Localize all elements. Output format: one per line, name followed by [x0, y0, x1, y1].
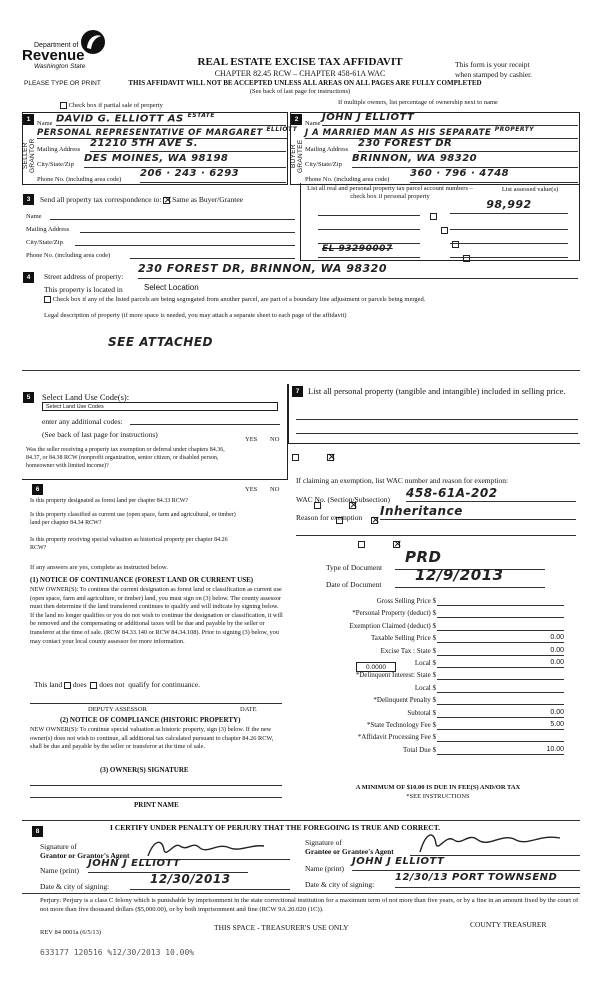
grantor-sig-label-2: Grantor or Grantor's Agent — [40, 851, 130, 860]
wac-label: WAC No. (Section/Subsection) — [296, 495, 390, 504]
assessed-header: List assessed value(s) — [501, 186, 559, 193]
notice1-body: NEW OWNER(S): To continue the current designation as forest land or classification as current use (open space, farm and agriculture, or timber) land, you must sign on (3) below. The county assessor must then determine if the land transferred continues to qualify and will indicate by signing below. If the land no longer qualifies or you do not wish to continue the designation or classification, it will be removed and the compensating or additional taxes will be due and payable by the seller or transferor at the time of sale. (RCW 84.33.140 or RCW 84.34.108). Prior to signing (3) below, you may contact your local county assessor for more information. — [30, 586, 283, 645]
buyer-name-1[interactable]: JOHN J ELLIOTT — [322, 112, 578, 126]
grantee-signature[interactable] — [410, 826, 580, 856]
s5-no: NO — [270, 436, 280, 443]
dept-revenue: Revenue — [22, 47, 85, 64]
tax-row-label: *Affidavit Processing Fee $ — [357, 733, 436, 742]
segregated-row: Check box if any of the listed parcels are being segregated from another parcel, are part of a boundary line adjustment or parcels being merged. — [44, 296, 425, 303]
seller-phone-label: Phone No. (including area code) — [37, 176, 122, 183]
additional-codes-label: enter any additional codes: — [42, 417, 123, 426]
continuance-row: This land does does not qualify for continuance. — [34, 680, 201, 689]
additional-codes-field[interactable] — [130, 416, 280, 425]
section-4-badge: 4 — [23, 272, 34, 283]
county-treasurer: COUNTY TREASURER — [470, 920, 547, 929]
receipt-note-1: This form is your receipt — [455, 60, 530, 69]
grantee-signature-icon — [410, 826, 580, 856]
grantee-name-label: Name (print) — [305, 864, 344, 873]
deputy-date-label: DATE — [240, 706, 257, 713]
seller-city-label: City/State/Zip — [37, 161, 74, 168]
send-correspondence: Send all property tax correspondence to: × Same as Buyer/Grantee — [40, 195, 243, 204]
s3-phone-label: Phone No. (including area code) — [26, 252, 111, 259]
buyer-name-label: Name — [305, 120, 321, 127]
tax-row-value[interactable]: 0.00 — [437, 646, 564, 656]
assessed-value-4[interactable] — [450, 248, 568, 258]
located-select[interactable]: Select Location — [144, 283, 199, 292]
s6-q3-yes-checkbox[interactable] — [358, 541, 365, 548]
grantor-date-label: Date & city of signing: — [40, 882, 110, 891]
buyer-mailing-label: Mailing Address — [305, 146, 349, 153]
s5-yes-checkbox[interactable] — [292, 454, 299, 461]
tax-row-label: Local $ — [414, 683, 436, 692]
s6-yes: YES — [245, 486, 258, 493]
perjury-note: Perjury: Perjury is a class C felony which is punishable by imprisonment in the state correctional institution for a maximum term of not more than five years, or by a fine in an amount fixed by the court of not more than five thousand dollars ($5,000.00), or by both imprisonment and fine (RCW 9A.20.020 (1C)). — [40, 897, 579, 913]
dept-state: Washington State — [34, 63, 86, 70]
does-not-checkbox[interactable] — [90, 682, 97, 689]
s5-yes: YES — [245, 436, 258, 443]
partial-sale-checkbox[interactable] — [60, 102, 67, 109]
tax-row-value[interactable] — [437, 695, 564, 705]
personal-property-line-2[interactable] — [296, 424, 578, 434]
tax-row-label: Subtotal $ — [407, 708, 436, 717]
located-label: This property is located in — [44, 285, 123, 294]
s3-city-field[interactable] — [75, 236, 295, 246]
assessed-value-3[interactable] — [450, 234, 568, 244]
grantee-sig-label-1: Signature of — [305, 838, 342, 847]
assessed-value-2[interactable] — [450, 220, 568, 230]
section-6-badge: 6 — [32, 484, 43, 495]
legal-line — [22, 370, 580, 371]
tax-row-label: Exemption Claimed (deduct) $ — [349, 621, 436, 630]
street-label: Street address of property: — [44, 272, 124, 281]
deputy-sig-line[interactable] — [30, 696, 282, 704]
s3-phone-field[interactable] — [130, 249, 295, 259]
same-as-buyer-checkbox[interactable] — [163, 197, 170, 204]
seller-mailing-label: Mailing Address — [37, 146, 81, 153]
tax-row-value[interactable]: 10.00 — [437, 745, 564, 755]
tax-row-label: *Delinquent Penalty $ — [373, 696, 436, 705]
treasurer-use: THIS SPACE - TREASURER'S USE ONLY — [214, 923, 349, 932]
parcel-number: EL 93290007 — [322, 244, 393, 254]
section-7-badge: 7 — [292, 386, 303, 397]
s6-q2-no-checkbox[interactable] — [371, 517, 378, 524]
tax-row-value[interactable] — [437, 683, 564, 693]
rev-number: REV 84 0001a (6/5/13) — [40, 929, 102, 936]
tax-row-label: *Personal Property (deduct) $ — [352, 609, 436, 618]
partial-sale[interactable]: Check box if partial sale of property — [60, 102, 163, 109]
tax-row-value[interactable] — [437, 608, 564, 618]
s6-q2: Is this property classified as current use (open space, farm and agricultural, or timber) land per chapter 84.34 RCW? — [30, 512, 236, 526]
personal-property-label: List all personal property (tangible and intangible) included in selling price. — [308, 386, 566, 396]
wac-value[interactable]: 458-61A-202 — [406, 486, 576, 502]
section-8-badge: 8 — [32, 826, 43, 837]
reason-label: Reason for exemption — [296, 513, 363, 522]
tax-row-label: Taxable Selling Price $ — [370, 634, 436, 643]
deputy-label: DEPUTY ASSESSOR — [88, 706, 147, 713]
tax-row-label: Excise Tax : State $ — [380, 646, 436, 655]
section-5-badge: 5 — [23, 392, 34, 403]
section-3-badge: 3 — [23, 194, 34, 205]
grantor-signature[interactable] — [140, 836, 290, 860]
seller-name-label: Name — [37, 120, 53, 127]
tax-row-label: Local $ — [414, 659, 436, 667]
footer-rule — [22, 893, 580, 894]
notice1-title: (1) NOTICE OF CONTINUANCE (FOREST LAND OR CURRENT USE) — [30, 576, 254, 584]
s6-q3: Is this property receiving special valuation as historical property per chapter 84.26 RCW? — [30, 537, 228, 551]
owner-sig-line-1[interactable] — [30, 776, 282, 786]
seller-phone[interactable]: 206 · 243 · 6293 — [140, 168, 286, 183]
cashier-stamp: 633177 120516 %12/30/2013 10.00% — [40, 948, 195, 957]
tax-row-label: *Delinquent Interest: State $ — [355, 671, 436, 680]
land-use-label: Select Land Use Code(s): — [42, 392, 130, 402]
tax-row-value[interactable]: 0.00 — [437, 633, 564, 643]
legal-label: Legal description of property (if more space is needed, you may attach a separate sheet to each page of the affidavit) — [44, 312, 347, 319]
grantee-date[interactable]: 12/30/13 PORT TOWNSEND — [395, 872, 580, 888]
notice2-title: (2) NOTICE OF COMPLIANCE (HISTORIC PROPERTY) — [60, 716, 241, 724]
seller-name-2[interactable]: PERSONAL REPRESENTATIVE OF MARGARET $^{ELLIOTT}$ — [37, 126, 298, 138]
reason-value[interactable]: Inheritance — [380, 504, 576, 520]
s3-mailing-field[interactable] — [80, 223, 295, 233]
print-name-label: PRINT NAME — [134, 801, 179, 809]
parcel-2-checkbox[interactable] — [441, 227, 448, 234]
type-doc-label: Type of Document — [326, 563, 383, 572]
certify-text: I CERTIFY UNDER PENALTY OF PERJURY THAT THE FOREGOING IS TRUE AND CORRECT. — [110, 823, 441, 832]
form-see-back: (See back of last page for instructions) — [249, 88, 351, 95]
owner-sig-label: (3) OWNER(S) SIGNATURE — [100, 766, 189, 774]
please-type: PLEASE TYPE OR PRINT — [24, 80, 101, 87]
buyer-side-label: BUYER GRANTEE — [290, 139, 304, 173]
assessed-value-1[interactable]: 98,992 — [450, 198, 568, 214]
dept-of: Department of — [34, 42, 79, 49]
parcel-line-1[interactable] — [318, 206, 420, 216]
tax-row-value[interactable] — [437, 670, 564, 680]
seller-city[interactable]: DES MOINES, WA 98198 — [84, 153, 286, 168]
tax-row-value[interactable]: 0.00 — [437, 658, 564, 668]
s6-q1: Is this property designated as forest land per chapter 84.33 RCW? — [30, 498, 189, 504]
grantor-name[interactable]: JOHN J ELLIOTT — [88, 858, 248, 873]
tax-row-label: *State Technology Fee $ — [366, 721, 436, 729]
grantor-name-label: Name (print) — [40, 866, 79, 875]
seller-mailing[interactable]: 21210 5TH AVE S. — [90, 138, 286, 152]
buyer-phone[interactable]: 360 · 796 · 4748 — [410, 168, 578, 183]
notice2-body: NEW OWNER(S): To continue special valuation as historic property, sign (3) below. If the new owner(s) does not wish to continue, all additional tax calculated pursuant to chapter 84.26 RCW, shall be due and payable by the seller or transferor at the time of sale. — [30, 726, 274, 751]
seller-side-label: SELLER GRANTOR — [22, 138, 36, 174]
grantee-sig-label-2: Grantee or Grantee's Agent — [305, 847, 394, 856]
date-doc-label: Date of Document — [326, 580, 382, 589]
section-1-badge: 1 — [23, 114, 34, 125]
buyer-mailing[interactable]: 230 FOREST DR — [358, 138, 578, 152]
s3-mailing-label: Mailing Address — [26, 226, 70, 233]
grantee-date-label: Date & city of signing: — [305, 880, 375, 889]
dor-logo — [22, 28, 112, 72]
s5-no-checkbox[interactable] — [327, 454, 334, 461]
s5-see-back: (See back of last page for instructions) — [42, 430, 158, 439]
reason-line-2[interactable] — [296, 526, 576, 536]
tax-row-label: Total Due $ — [403, 745, 436, 754]
exemption-label: If claiming an exemption, list WAC number and reason for exemption: — [296, 476, 509, 485]
form-title: REAL ESTATE EXCISE TAX AFFIDAVIT — [197, 56, 403, 68]
tax-row-value[interactable]: 0.00 — [437, 708, 564, 718]
section-2-badge: 2 — [291, 114, 302, 125]
grantee-name[interactable]: JOHN J ELLIOTT — [352, 856, 580, 871]
seller-name-1[interactable]: DAVID G. ELLIOTT AS $^{ESTATE}$ — [56, 112, 286, 126]
legal-description[interactable]: SEE ATTACHED — [108, 335, 213, 349]
parcel-header: List all real and personal property tax parcel account numbers – check box if personal property — [307, 185, 473, 200]
tax-row-value[interactable] — [437, 596, 564, 606]
tax-row-value[interactable]: 5.00 — [437, 720, 564, 730]
s6-q3-no-checkbox[interactable] — [393, 541, 400, 548]
does-checkbox[interactable] — [64, 682, 71, 689]
buyer-name-2[interactable]: J A MARRIED MAN AS HIS SEPARATE $^{PROPERTY}$ — [305, 126, 578, 139]
form-chapter: CHAPTER 82.45 RCW – CHAPTER 458-61A WAC — [214, 69, 386, 78]
tax-row-value[interactable] — [437, 732, 564, 742]
receipt-note-2: when stamped by cashier. — [455, 70, 533, 79]
type-doc-value[interactable]: PRD — [395, 548, 545, 570]
form-warning: THIS AFFIDAVIT WILL NOT BE ACCEPTED UNLESS ALL AREAS ON ALL PAGES ARE FULLY COMPLETED — [128, 79, 482, 87]
land-use-select[interactable]: Select Land Use Codes — [42, 402, 278, 411]
s3-name-label: Name — [26, 213, 42, 220]
tax-row-label: Gross Selling Price $ — [376, 597, 436, 605]
s5-question: Was the seller receiving a property tax exemption or deferral under chapters 84.36, 84.37, or 84.38 RCW (nonprofit organization, senior citizen, or disabled person, homeowner with limited income)? — [26, 447, 225, 469]
s3-name-field[interactable] — [50, 210, 295, 220]
see-instr-note: *SEE INSTRUCTIONS — [406, 793, 470, 800]
buyer-city-label: City/State/Zip — [305, 161, 342, 168]
minimum-note: A MINIMUM OF $10.00 IS DUE IN FEE(S) AND/OR TAX — [355, 784, 521, 791]
s6-no: NO — [270, 486, 280, 493]
grantor-date[interactable]: 12/30/2013 — [130, 872, 290, 890]
tax-row-value[interactable] — [437, 621, 564, 631]
parcel-line-2[interactable] — [318, 220, 420, 230]
owner-sig-line-2[interactable] — [30, 788, 282, 798]
date-doc-value[interactable]: 12/9/2013 — [395, 566, 545, 588]
personal-property-line-1[interactable] — [296, 410, 578, 420]
grantor-signature-icon — [140, 836, 290, 860]
buyer-city[interactable]: BRINNON, WA 98320 — [352, 153, 578, 168]
segregated-checkbox[interactable] — [44, 296, 51, 303]
s8-top-rule — [22, 820, 580, 821]
s6-if-yes: If any answers are yes, complete as instructed below. — [30, 564, 168, 571]
local-rate[interactable]: 0.0000 — [356, 662, 396, 672]
s3-city-label: City/State/Zip — [26, 239, 63, 246]
street-address[interactable]: 230 FOREST DR, BRINNON, WA 98320 — [138, 262, 578, 279]
buyer-phone-label: Phone No. (including area code) — [305, 176, 390, 183]
multi-owner-note: If multiple owners, list percentage of ownership next to name — [338, 99, 498, 106]
grantor-sig-label-1: Signature of — [40, 842, 77, 851]
parcel-1-checkbox[interactable] — [430, 213, 437, 220]
parcel-line-3[interactable] — [318, 234, 420, 244]
